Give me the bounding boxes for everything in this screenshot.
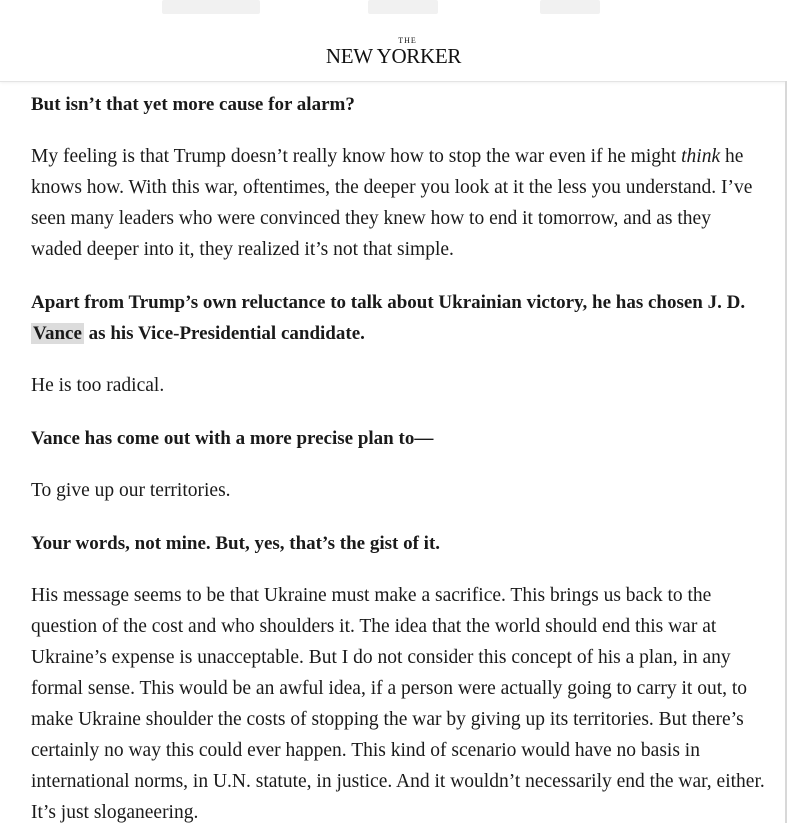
site-logo[interactable] [0,36,787,67]
nav-item-placeholder[interactable] [540,0,600,14]
emphasis-text: think [681,146,721,167]
answer-text: My feeling is that Trump doesn’t really know how to stop the war even if he might [31,146,682,167]
interview-question: Your words, not mine. But, yes, that’s the gist of it. [31,533,441,554]
highlighted-word[interactable]: Vance [33,323,82,344]
nav-item-placeholder[interactable] [162,0,260,14]
interview-answer: He is too radical. [31,375,165,396]
interview-answer: To give up our territories. [31,480,231,501]
interview-answer: His message seems to be that Ukraine must make a sacrifice. This brings us back to the question of the cost and who shoulders it. The idea that the world should end this war at Ukraine’s expense is unacceptable. But I do not consider this concept of his a plan, in any formal sense. This would be an awful idea, if a person were actually going to carry it out, to make Ukraine shoulder the costs of stopping the war by giving up its territories. But there’s certainly no way this could ever happen. This kind of scenario would have no basis in international norms, in U.N. statute, in justice. And it wouldn’t necessarily end the war, either. It’s just sloganeering. [31,585,765,823]
site-header [0,0,787,82]
article-body [31,82,766,828]
interview-question: Vance has come out with a more precise plan to— [31,428,434,449]
logo-wordmark: NEW YORKER [325,44,462,68]
nav-item-placeholder[interactable] [368,0,438,14]
question-text: Apart from Trump’s own reluctance to talk about Ukrainian victory, he has chosen J. D. [31,292,746,313]
interview-answer [31,141,766,265]
question-text: as his Vice-Presidential candidate. [83,323,365,344]
logo-the: THE [398,36,417,45]
interview-question [31,287,766,349]
answer-text: he knows how. With this war, oftentimes, the deeper you look at it the less you understand. I’ve seen many leaders who were convinced they knew how to end it tomorrow, and as they waded deeper into it, they realized it’s not that simple. [31,146,753,260]
interview-question: But isn’t that yet more cause for alarm? [31,94,355,115]
